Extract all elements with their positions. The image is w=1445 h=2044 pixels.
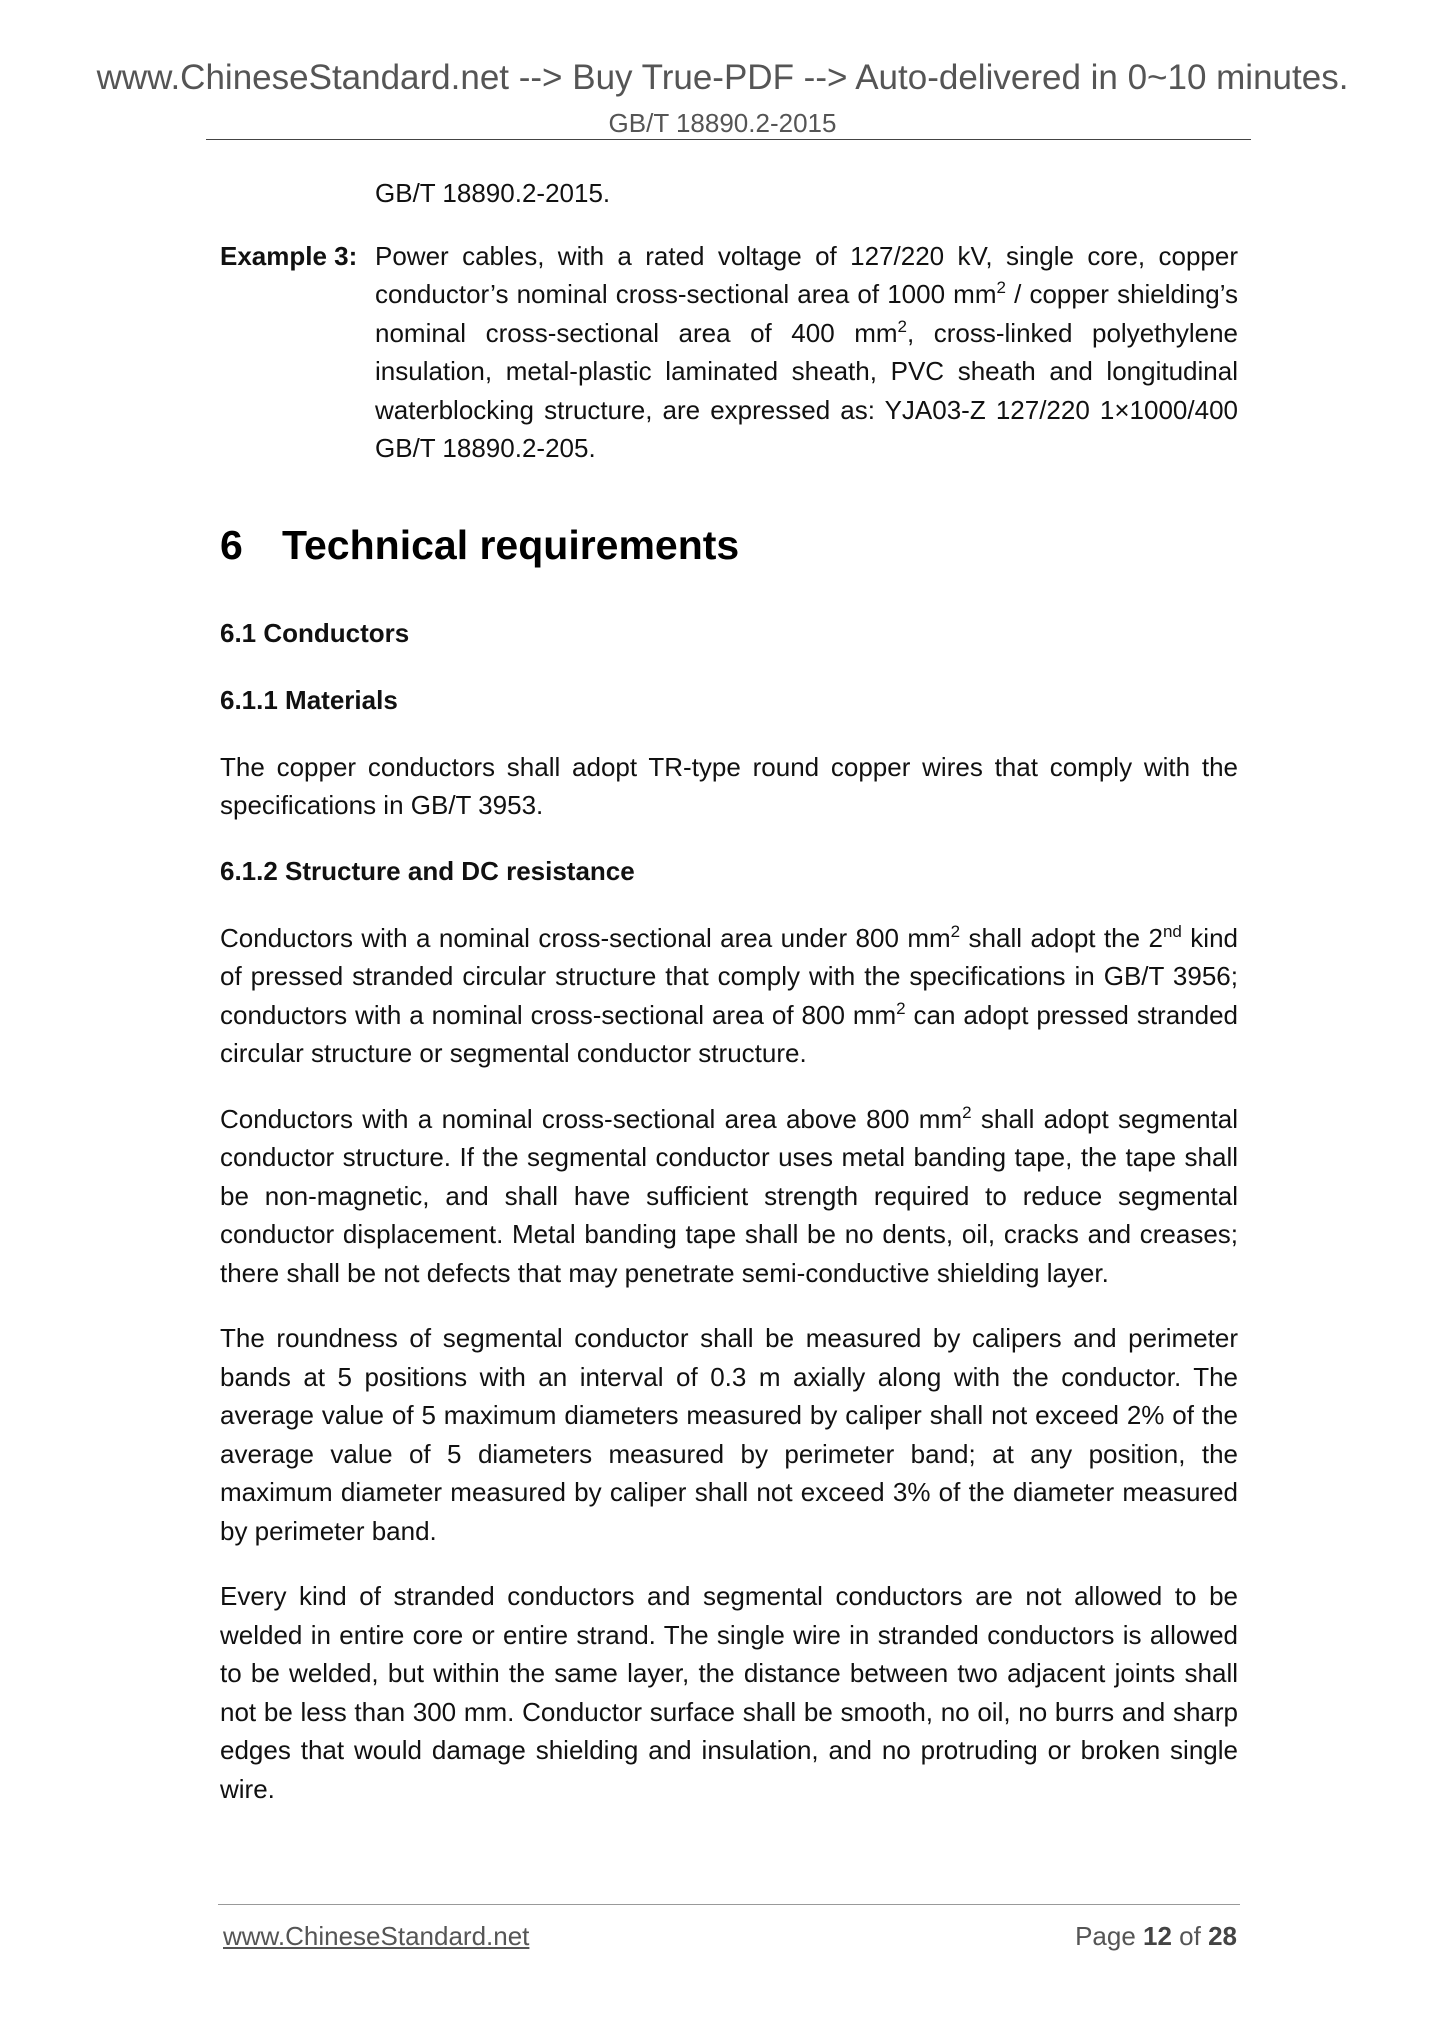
page-content	[220, 174, 1238, 1835]
example-label: Example 3:	[220, 240, 358, 271]
standard-header: GB/T 18890.2-2015	[608, 108, 837, 138]
header-divider	[206, 139, 1251, 140]
continuation-line: GB/T 18890.2-2015.	[375, 178, 611, 208]
footer-divider	[218, 1904, 1240, 1905]
example-text: Power cables, with a rated voltage of 127/220 kV, single core, copper conductor’s nominal cross-sectional area of 1000 $mm^2$ / copper shielding’s nominal cross-sectional area of 400 $mm^2$, cross-linked polyethylene insulation, metal-plastic laminated sheath, PVC sheath and longitudinal waterblocking structure, are expressed as: YJA03-Z 127/220 1×1000/400 GB/T 18890.2-205.	[375, 240, 1239, 463]
materials-paragraph: The copper conductors shall adopt TR-type round copper wires that comply with the specifications in GB/T 3953.	[220, 751, 1238, 820]
structure-paragraph-4: Every kind of stranded conductors and segmental conductors are not allowed to be welded in entire core or entire strand. The single wire in stranded conductors is allowed to be welded, but within the same layer, the distance between two adjacent joints shall not be less than 300 mm. Conductor surface shall be smooth, no oil, no burrs and sharp edges that would damage shielding and insulation, and no protruding or broken single wire.	[220, 1581, 1238, 1804]
example-3	[220, 237, 1238, 468]
structure-paragraph-2: Conductors with a nominal cross-sectional area above 800 $mm^2$ shall adopt segmental conductor structure. If the segmental conductor uses metal banding tape, the tape shall be non-magnetic, and shall have sufficient strength required to reduce segmental conductor displacement. Metal banding tape shall be no dents, oil, cracks and creases; there shall be not defects that may penetrate semi-conductive shielding layer.	[220, 1102, 1238, 1288]
footer-website-link[interactable]: www.ChineseStandard.net	[223, 1921, 530, 1951]
section-number: 6	[220, 521, 243, 568]
section-title: Technical requirements	[282, 521, 740, 568]
heading-6-1: 6.1 Conductors	[220, 617, 410, 648]
section-6-heading	[220, 520, 1238, 570]
top-banner[interactable]: www.ChineseStandard.net --> Buy True-PDF --> Auto-delivered in 0~10 minutes.	[96, 58, 1349, 97]
structure-paragraph-3: The roundness of segmental conductor shall be measured by calipers and perimeter bands at 5 positions with an interval of 0.3 m axially along with the conductor. The average value of 5 maximum diameters measured by caliper shall not exceed 2% of the average value of 5 diameters measured by perimeter band; at any position, the maximum diameter measured by caliper shall not exceed 3% of the diameter measured by perimeter band.	[220, 1323, 1238, 1546]
structure-paragraph-1: Conductors with a nominal cross-sectional area under 800 $mm^2$ shall adopt the 2nd kind of pressed stranded circular structure that comply with the specifications in GB/T 3956; conductors with a nominal cross-sectional area of 800 $mm^2$ can adopt pressed stranded circular structure or segmental conductor structure.	[220, 921, 1238, 1068]
heading-6-1-1: 6.1.1 Materials	[220, 684, 398, 715]
heading-6-1-2: 6.1.2 Structure and DC resistance	[220, 855, 635, 886]
page-number: Page 12 of 28	[1075, 1921, 1237, 1951]
